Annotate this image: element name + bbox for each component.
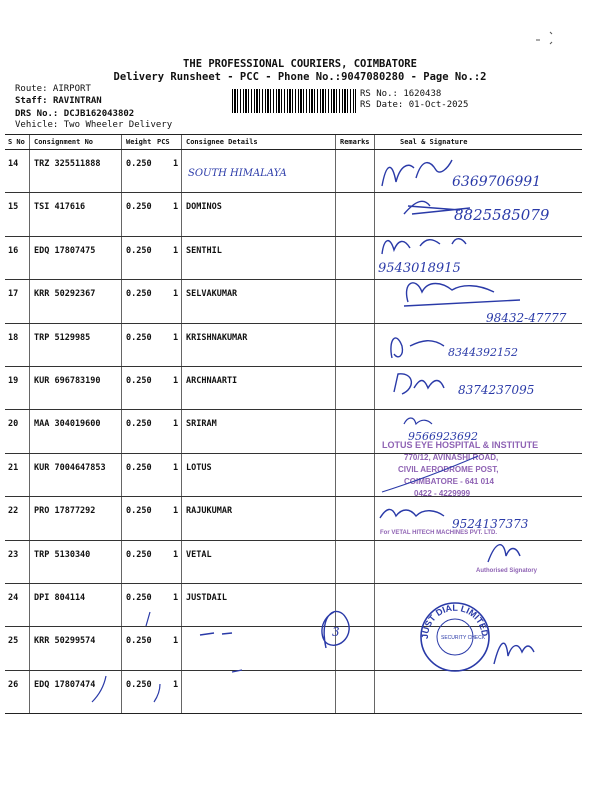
cell-sno: 22 [8,506,19,517]
cell-weight: 0.250 [126,332,152,343]
cell-sno: 25 [8,636,19,647]
cell-pcs: 1 [173,549,179,560]
cell-consignee: SELVAKUMAR [186,289,238,300]
lotus-stamp-address-2: CIVIL AERODROME POST, [398,465,499,474]
cell-pcs: 1 [173,419,179,430]
drs-value: DCJB162043802 [63,109,135,119]
handwritten-phone-18: 8344392152 [448,346,518,359]
cell-weight: 0.250 [126,419,152,430]
company-title: THE PROFESSIONAL COURIERS, COIMBATORE [183,58,417,70]
drs-label: DRS No.: [15,109,59,119]
barcode [232,89,356,113]
rs-number: RS No.: 1620438 [360,89,442,99]
cell-weight: 0.250 [126,592,152,603]
cell-consignee: KRISHNAKUMAR [186,332,248,343]
cell-weight: 0.250 [126,375,152,386]
cell-consignment: PRO 17877292 [34,506,96,517]
cell-pcs: 1 [173,592,179,603]
cell-consignment: TRZ 325511888 [34,159,101,169]
col-signature: Seal & Signature [400,138,468,146]
cell-pcs: 1 [173,202,179,213]
table-row [5,237,582,280]
table-row [5,627,582,670]
vehicle-label: Vehicle: Two Wheeler Delivery [15,120,173,130]
cell-consignment: EDQ 17807475 [34,245,96,256]
runsheet-table [5,134,582,714]
handwritten-phone-16: 9543018915 [378,261,461,276]
col-consignee: Consignee Details [186,138,258,146]
table-row [5,541,582,584]
cell-consignee: SENTHIL [186,245,222,256]
handwritten-phone-14: 6369706991 [452,174,542,190]
runsheet-title: Delivery Runsheet - PCC - Phone No.:9047080280 - Page No.:2 [113,71,487,83]
col-sno: S No [8,138,25,146]
table-row [5,671,582,713]
cell-sno: 15 [8,202,19,213]
cell-sno: 18 [8,332,19,343]
cell-consignee: ARCHNAARTI [186,375,238,386]
cell-weight: 0.250 [126,289,152,300]
cell-weight: 0.250 [126,159,152,169]
cell-sno: 14 [8,159,19,169]
cell-pcs: 1 [173,245,179,256]
table-row [5,497,582,540]
cell-consignee: DOMINOS [186,202,222,213]
cell-weight: 0.250 [126,506,152,517]
lotus-stamp-name: LOTUS EYE HOSPITAL & INSTITUTE [382,440,539,450]
handwritten-phone-15: 8825585079 [454,206,550,224]
cell-pcs: 1 [173,159,179,169]
cell-consignment: EDQ 17807474 [34,679,96,690]
table-header [5,135,582,150]
staff-label: Staff: [15,96,48,106]
col-pcs: PCS [157,138,170,146]
table-row [5,454,582,497]
handwritten-consignee: SOUTH HIMALAYA [188,168,287,179]
col-remarks: Remarks [340,138,370,146]
drs-line [15,109,134,119]
col-consignment: Consignment No [34,138,94,146]
cell-sno: 17 [8,289,19,300]
remarks-circle-number: 3 [332,625,340,639]
cell-consignee: RAJUKUMAR [186,506,233,517]
handwritten-phone-22: 9524137373 [452,517,529,531]
cell-weight: 0.250 [126,636,152,647]
staff-line [15,96,102,106]
cell-pcs: 1 [173,332,179,343]
table-row [5,324,582,367]
vetal-stamp-signatory: Authorised Signatory [476,568,538,574]
cell-sno: 21 [8,462,19,473]
cell-consignment: TRP 5129985 [34,332,91,343]
route-label: Route: AIRPORT [15,84,91,94]
table-row [5,410,582,453]
cell-sno: 20 [8,419,19,430]
cell-consignee: JUSTDAIL [186,592,227,603]
cell-sno: 26 [8,679,19,690]
table-row [5,193,582,236]
table-row [5,280,582,323]
cell-consignment: MAA 304019600 [34,419,101,430]
table-row [5,584,582,627]
cell-sno: 24 [8,592,19,603]
cell-sno: 16 [8,245,19,256]
lotus-stamp-address-1: 770/12, AVINASHI ROAD, [404,453,499,462]
handwritten-phone-20: 9566923692 [408,430,478,443]
lotus-stamp-address-3: COIMBATORE - 641 014 [404,477,494,486]
cell-pcs: 1 [173,375,179,386]
cell-consignment: KRR 50292367 [34,289,96,300]
cell-sno: 23 [8,549,19,560]
cell-weight: 0.250 [126,202,152,213]
justdial-stamp-text: JUST DIAL LIMITED [419,602,491,640]
cell-consignee: VETAL [186,549,212,560]
cell-pcs: 1 [173,462,179,473]
lotus-stamp-phone: 0422 - 4229999 [414,489,471,498]
col-weight: Weight [126,138,152,146]
table-row [5,367,582,410]
cell-consignee: LOTUS [186,462,212,473]
cell-consignment: KUR 696783190 [34,375,101,386]
cell-consignment: KRR 50299574 [34,636,96,647]
cell-sno: 19 [8,375,19,386]
cell-weight: 0.250 [126,462,152,473]
table-row [5,150,582,193]
cell-weight: 0.250 [126,549,152,560]
justdial-stamp-center: SECURITY CHECK [441,635,486,641]
cell-consignment: TSI 417616 [34,202,86,213]
cell-consignment: KUR 7004647853 [34,462,106,473]
vetal-stamp-line: For VETAL HITECH MACHINES PVT. LTD. [380,530,498,536]
cell-consignment: DPI 804114 [34,592,86,603]
cell-pcs: 1 [173,636,179,647]
cell-consignment: TRP 5130340 [34,549,91,560]
handwritten-phone-17: 98432-47777 [486,311,567,325]
cell-pcs: 1 [173,506,179,517]
rs-date: RS Date: 01-Oct-2025 [360,100,469,110]
cell-weight: 0.250 [126,245,152,256]
cell-pcs: 1 [173,289,179,300]
cell-consignee: SRIRAM [186,419,217,430]
cell-pcs: 1 [173,679,179,690]
staff-value: RAVINTRAN [52,96,102,106]
handwritten-phone-19: 8374237095 [458,383,535,397]
scan-corner-marks [536,32,552,44]
cell-weight: 0.250 [126,679,152,690]
